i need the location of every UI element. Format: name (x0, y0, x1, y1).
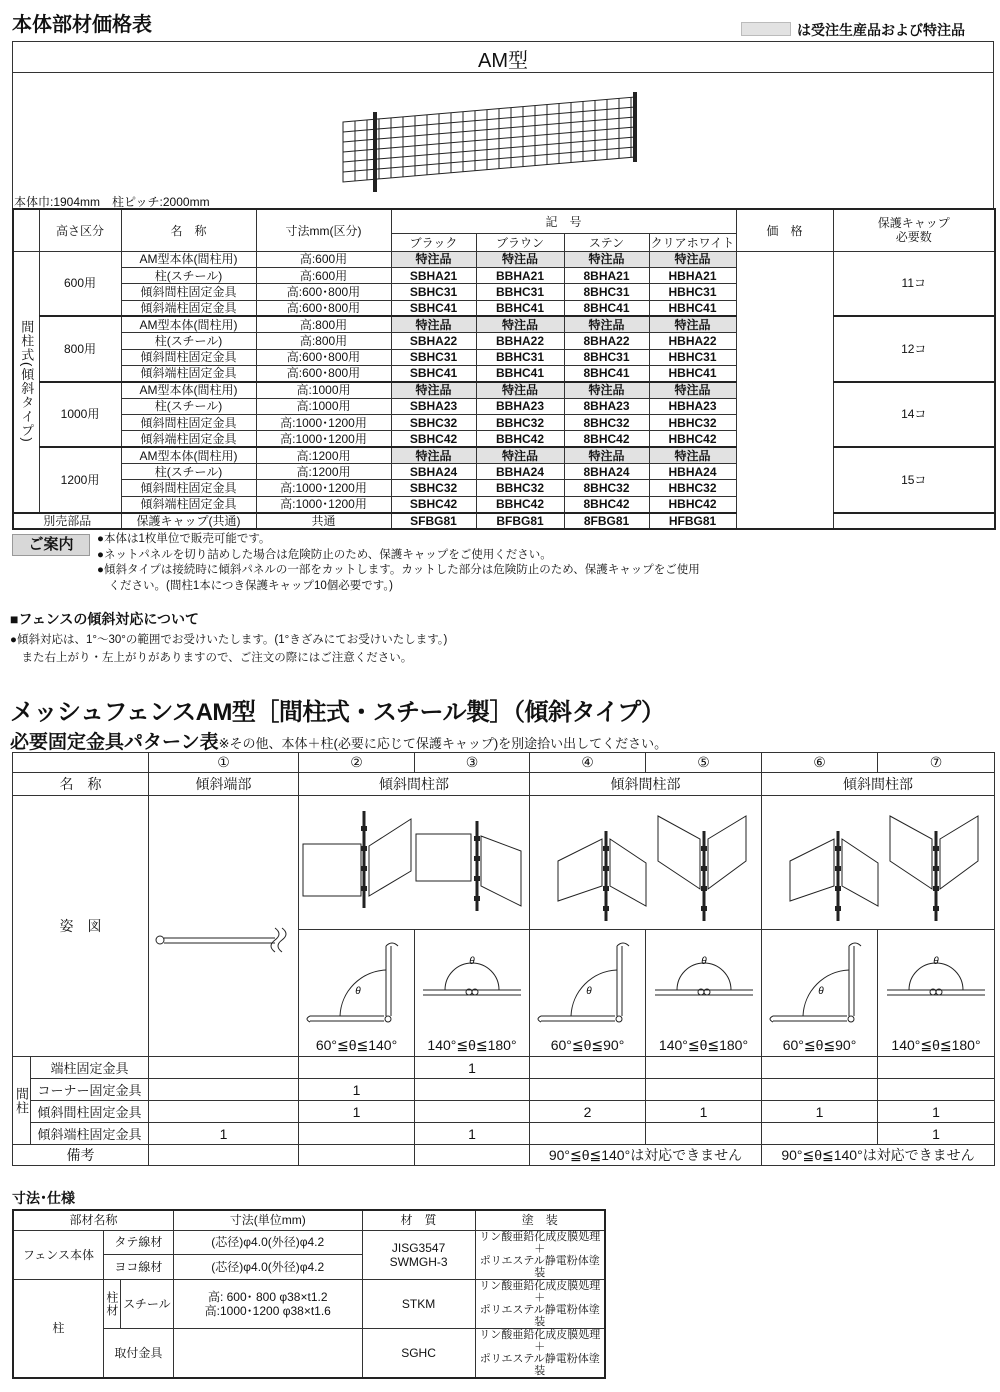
item-code: BBHA21 (476, 267, 564, 283)
pattern-number: ⑥ (762, 753, 878, 773)
item-code: HBHC31 (649, 284, 736, 300)
item-code: 8BHA22 (564, 333, 649, 349)
theta-label: θ (933, 956, 939, 967)
price-row (13, 382, 995, 398)
fence-connection-figure (299, 796, 530, 926)
item-size: 高:1200用 (256, 463, 391, 479)
item-size: 高:800用 (256, 333, 391, 349)
angle-range: 140°≦θ≦180° (891, 1037, 981, 1053)
header-name: 名 称 (121, 209, 256, 251)
item-code: BBHC32 (476, 480, 564, 496)
header-code: 記 号 (391, 209, 736, 233)
item-code: SBHC32 (391, 480, 476, 496)
fitting-row (13, 1101, 995, 1123)
fitting-count: 1 (149, 1123, 299, 1145)
header-color-white: クリアホワイト (649, 233, 736, 251)
item-code: HBHC41 (649, 300, 736, 316)
angle-figure (530, 930, 646, 1057)
item-code: 8BHC41 (564, 365, 649, 381)
fitting-count (646, 1123, 762, 1145)
pattern-number: ⑤ (646, 753, 762, 773)
pattern-number: ③ (415, 753, 530, 773)
cap-count: 15コ (833, 447, 995, 512)
fitting-label: 端柱固定金具 (31, 1057, 149, 1079)
item-name: 傾斜間柱固定金具 (121, 414, 256, 430)
item-name: 傾斜間柱固定金具 (121, 284, 256, 300)
item-code: 特注品 (564, 251, 649, 267)
item-code: SBHA22 (391, 333, 476, 349)
item-name: 柱(スチール) (121, 267, 256, 283)
item-code: SBHA24 (391, 463, 476, 479)
item-size: 高:1000･1200用 (256, 431, 391, 447)
item-size: 高:600･800用 (256, 300, 391, 316)
item-code: SBHC32 (391, 414, 476, 430)
item-code: 特注品 (391, 316, 476, 332)
fitting-count (299, 1123, 415, 1145)
corner-angle-icon (763, 934, 877, 1034)
angle-figure (646, 930, 762, 1057)
item-code: BBHC42 (476, 431, 564, 447)
item-code: HBHC31 (649, 349, 736, 365)
guide-notes (97, 532, 700, 594)
item-name: 傾斜端柱固定金具 (121, 496, 256, 512)
angle-range: 140°≦θ≦180° (658, 1037, 749, 1053)
figure-1 (149, 796, 299, 1057)
fence-connection-figure (762, 796, 995, 926)
figure-6-7 (762, 796, 995, 930)
height-category: 600用 (39, 251, 121, 316)
cap-count: 14コ (833, 382, 995, 447)
fitting-count: 1 (415, 1057, 530, 1079)
price-row (13, 447, 995, 463)
pattern-name-4-5: 傾斜間柱部 (530, 773, 762, 796)
fitting-count (878, 1057, 995, 1079)
item-size: 高:600･800用 (256, 284, 391, 300)
pattern-name-2-3: 傾斜間柱部 (299, 773, 530, 796)
item-code: SBHA21 (391, 267, 476, 283)
guide-note: ●本体は1枚単位で販売可能です。 (97, 533, 271, 545)
item-code: 特注品 (391, 382, 476, 398)
type-label: 間柱式(傾斜タイプ) (13, 251, 39, 513)
item-code: 特注品 (564, 447, 649, 463)
remarks-label: 備考 (13, 1145, 149, 1166)
spec-header-coating: 塗 装 (475, 1210, 605, 1230)
item-code: 8BHC42 (564, 431, 649, 447)
item-code: 8BHC31 (564, 284, 649, 300)
spec-yoko-size: (芯径)φ4.0(外径)φ4.2 (173, 1255, 362, 1280)
spec-tate-size: (芯径)φ4.0(外径)φ4.2 (173, 1230, 362, 1255)
item-code: 8BHA24 (564, 463, 649, 479)
price-cell (736, 251, 833, 529)
spec-post-material: STKM (362, 1279, 475, 1328)
item-size: 高:1200用 (256, 447, 391, 463)
number-blank (13, 753, 149, 773)
angle-figure (762, 930, 878, 1057)
extra-cap (833, 513, 995, 529)
item-code: SBHC31 (391, 284, 476, 300)
pattern-number: ② (299, 753, 415, 773)
item-code: HBHA22 (649, 333, 736, 349)
theta-label: θ (700, 956, 707, 967)
item-name: AM型本体(間柱用) (121, 251, 256, 267)
fitting-count (415, 1101, 530, 1123)
item-code: 8BHC32 (564, 414, 649, 430)
pattern-name-1: 傾斜端部 (149, 773, 299, 796)
item-size: 高:1000･1200用 (256, 480, 391, 496)
item-code: 特注品 (476, 316, 564, 332)
item-name: 傾斜間柱固定金具 (121, 480, 256, 496)
item-code: 8BHC32 (564, 480, 649, 496)
corner-angle-icon (531, 934, 645, 1034)
guide-label: ご案内 (12, 534, 90, 556)
fitting-count (646, 1079, 762, 1101)
header-cap: 保護キャップ 必要数 (833, 209, 995, 251)
spec-fence-body: フェンス本体 (13, 1230, 103, 1279)
item-name: 柱(スチール) (121, 333, 256, 349)
item-size: 高:600･800用 (256, 349, 391, 365)
spec-fitting-material: SGHC (362, 1328, 475, 1378)
item-code: HBHA24 (649, 463, 736, 479)
item-code: SBHA23 (391, 398, 476, 414)
item-code: 8BHA21 (564, 267, 649, 283)
item-code: SBHC42 (391, 431, 476, 447)
item-code: 特注品 (564, 382, 649, 398)
angle-range: 60°≦θ≦90° (782, 1037, 857, 1053)
angle-range: 60°≦θ≦90° (550, 1037, 625, 1053)
spec-table (12, 1209, 606, 1379)
item-code: BBHC42 (476, 496, 564, 512)
extra-code: 8FBG81 (564, 513, 649, 529)
item-name: 柱(スチール) (121, 463, 256, 479)
item-code: HBHC42 (649, 431, 736, 447)
fitting-count (530, 1123, 646, 1145)
spec-yoko: ヨコ線材 (103, 1255, 173, 1280)
theta-label: θ (585, 986, 592, 997)
pattern-subtitle: 必要固定金具パターン表 (10, 732, 219, 753)
fitting-count (878, 1079, 995, 1101)
guide-note: ●傾斜タイプは接続時に傾斜パネルの一部をカットします。カットした部分は危険防止のため、保護キャップをご使用 (97, 564, 700, 576)
spec-post-size: 高: 600･ 800 φ38×t1.2 高:1000･1200 φ38×t1.6 (173, 1279, 362, 1328)
spec-heading: 寸法･仕様 (12, 1190, 75, 1206)
item-code: HBHC32 (649, 480, 736, 496)
straight-angle-icon (879, 934, 993, 1034)
remark-6-7: 90°≦θ≦140°は対応できません (762, 1145, 995, 1166)
item-code: BBHA22 (476, 333, 564, 349)
pattern-subtitle-wrap (10, 727, 667, 754)
fitting-count: 1 (878, 1101, 995, 1123)
item-code: 特注品 (649, 382, 736, 398)
item-name: 傾斜端柱固定金具 (121, 431, 256, 447)
item-code: SBHC41 (391, 300, 476, 316)
item-size: 高:800用 (256, 316, 391, 332)
remark-cell (149, 1145, 299, 1166)
item-size: 高:1000･1200用 (256, 414, 391, 430)
spec-tate: タテ線材 (103, 1230, 173, 1255)
pattern-number: ⑦ (878, 753, 995, 773)
slope-notes (10, 631, 447, 667)
item-size: 高:1000･1200用 (256, 496, 391, 512)
pattern-name-6-7: 傾斜間柱部 (762, 773, 995, 796)
fitting-row (13, 1123, 995, 1145)
item-code: 特注品 (649, 316, 736, 332)
item-size: 高:600用 (256, 251, 391, 267)
fitting-count (530, 1057, 646, 1079)
remark-4-5: 90°≦θ≦140°は対応できません (530, 1145, 762, 1166)
fitting-count (299, 1057, 415, 1079)
item-code: 特注品 (476, 251, 564, 267)
fitting-count (762, 1079, 878, 1101)
theta-label: θ (354, 986, 361, 997)
item-code: BBHC31 (476, 284, 564, 300)
item-code: HBHC32 (649, 414, 736, 430)
extra-row (13, 513, 995, 529)
price-row (13, 251, 995, 267)
fitting-count (530, 1079, 646, 1101)
item-code: BBHC31 (476, 349, 564, 365)
header-height: 高さ区分 (39, 209, 121, 251)
spec-fitting: 取付金具 (103, 1328, 173, 1378)
item-code: BBHA24 (476, 463, 564, 479)
item-code: 特注品 (564, 316, 649, 332)
guide-note: ください。(間柱1本につき保護キャップ10個必要です。) (97, 579, 393, 592)
angle-range: 60°≦θ≦140° (315, 1037, 398, 1053)
figure-4-5 (530, 796, 762, 930)
divider (12, 72, 994, 73)
legend-swatch (741, 22, 791, 36)
header-price: 価 格 (736, 209, 833, 251)
fitting-count: 1 (299, 1079, 415, 1101)
fence-connection-figure (530, 796, 761, 926)
angle-range: 140°≦θ≦180° (427, 1037, 517, 1053)
item-name: AM型本体(間柱用) (121, 316, 256, 332)
spec-coating: リン酸亜鉛化成皮膜処理 ＋ ポリエステル静電粉体塗装 (475, 1328, 605, 1378)
fitting-count: 2 (530, 1101, 646, 1123)
fitting-count: 1 (299, 1101, 415, 1123)
figure-2-3 (299, 796, 530, 930)
model-title: AM型 (478, 50, 528, 72)
end-post-plan-icon (150, 810, 298, 1040)
item-code: 特注品 (476, 382, 564, 398)
height-category: 1000用 (39, 382, 121, 447)
angle-figure (415, 930, 530, 1057)
item-code: 特注品 (649, 251, 736, 267)
item-code: SBHC41 (391, 365, 476, 381)
fitting-count: 1 (646, 1101, 762, 1123)
item-code: 8BHC42 (564, 496, 649, 512)
item-code: HBHC41 (649, 365, 736, 381)
item-code: BBHA23 (476, 398, 564, 414)
fitting-count (646, 1057, 762, 1079)
height-category: 800用 (39, 316, 121, 381)
fitting-count (762, 1057, 878, 1079)
extra-code: BFBG81 (476, 513, 564, 529)
item-name: AM型本体(間柱用) (121, 382, 256, 398)
straight-angle-icon (647, 934, 761, 1034)
fitting-label: 傾斜端柱固定金具 (31, 1123, 149, 1145)
spec-coating: リン酸亜鉛化成皮膜処理 ＋ ポリエステル静電粉体塗装 (475, 1230, 605, 1279)
price-table (12, 208, 996, 530)
pattern-title: メッシュフェンスAM型［間柱式・スチール製］（傾斜タイプ） (10, 699, 665, 726)
spec-fitting-size (173, 1328, 362, 1378)
item-name: 柱(スチール) (121, 398, 256, 414)
item-size: 高:1000用 (256, 398, 391, 414)
spec-header-size: 寸法(単位mm) (173, 1210, 362, 1230)
spec-wire-material: JISG3547 SWMGH-3 (362, 1230, 475, 1279)
item-code: 特注品 (649, 447, 736, 463)
extra-size: 共通 (256, 513, 391, 529)
fitting-count (762, 1123, 878, 1145)
item-code: 特注品 (476, 447, 564, 463)
theta-label: θ (469, 956, 475, 967)
header-color-stain: ステン (564, 233, 649, 251)
page-title: 本体部材価格表 (12, 14, 152, 36)
item-code: 8BHC31 (564, 349, 649, 365)
fitting-row (13, 1079, 995, 1101)
item-code: HBHC42 (649, 496, 736, 512)
angle-figure (878, 930, 995, 1057)
theta-label: θ (817, 986, 824, 997)
cap-count: 11コ (833, 251, 995, 316)
name-label: 名 称 (13, 773, 149, 796)
fitting-count: 1 (415, 1123, 530, 1145)
pattern-number: ④ (530, 753, 646, 773)
item-code: HBHA23 (649, 398, 736, 414)
fitting-count: 1 (878, 1123, 995, 1145)
fitting-row (13, 1057, 995, 1079)
height-category: 1200用 (39, 447, 121, 512)
legend-text: は受注生産品および特注品 (797, 22, 965, 38)
slope-note: ●傾斜対応は、1°～30°の範囲でお受けいたします。(1°きざみにてお受けいたします。) (10, 634, 448, 646)
item-code: HBHA21 (649, 267, 736, 283)
item-code: BBHC41 (476, 365, 564, 381)
pattern-subnote: ※その他、本体＋柱(必要に応じて保護キャップ)を別途拾い出してください。 (218, 736, 668, 751)
item-code: 8BHC41 (564, 300, 649, 316)
item-code: BBHC32 (476, 414, 564, 430)
header-blank (13, 209, 39, 251)
item-size: 高:600･800用 (256, 365, 391, 381)
spec-coating: リン酸亜鉛化成皮膜処理 ＋ ポリエステル静電粉体塗装 (475, 1279, 605, 1328)
header-color-black: ブラック (391, 233, 476, 251)
remark-cell (415, 1145, 530, 1166)
item-size: 高:600用 (256, 267, 391, 283)
fitting-count: 1 (762, 1101, 878, 1123)
fitting-count (149, 1057, 299, 1079)
item-code: 8BHA23 (564, 398, 649, 414)
guide-note: ●ネットパネルを切り詰めした場合は危険防止のため、保護キャップをご使用ください。 (97, 548, 552, 561)
item-code: SBHC42 (391, 496, 476, 512)
pattern-number: ① (149, 753, 299, 773)
slope-note: また右上がり・左上がりがありますので、ご注文の際にはご注意ください。 (10, 652, 413, 664)
spec-steel: スチール (120, 1279, 173, 1328)
extra-code: SFBG81 (391, 513, 476, 529)
item-name: AM型本体(間柱用) (121, 447, 256, 463)
extra-code: HFBG81 (649, 513, 736, 529)
item-name: 傾斜端柱固定金具 (121, 365, 256, 381)
item-name: 傾斜端柱固定金具 (121, 300, 256, 316)
item-code: 特注品 (391, 447, 476, 463)
angle-figure (299, 930, 415, 1057)
spec-header-part: 部材名称 (13, 1210, 173, 1230)
figure-label: 姿 図 (13, 796, 149, 1057)
pattern-table (12, 752, 995, 1166)
group-label: 間柱 (13, 1057, 31, 1145)
remark-cell (299, 1145, 415, 1166)
spec-header-material: 材 質 (362, 1210, 475, 1230)
item-size: 高:1000用 (256, 382, 391, 398)
item-code: BBHC41 (476, 300, 564, 316)
dimensions-text: 本体巾:1904mm 柱ピッチ:2000mm (14, 195, 210, 209)
item-code: SBHC31 (391, 349, 476, 365)
slope-heading: ■フェンスの傾斜対応について (10, 611, 200, 627)
item-name: 傾斜間柱固定金具 (121, 349, 256, 365)
fitting-count (149, 1101, 299, 1123)
fitting-count (415, 1079, 530, 1101)
fitting-count (149, 1079, 299, 1101)
header-size: 寸法mm(区分) (256, 209, 391, 251)
corner-angle-icon (300, 934, 414, 1034)
straight-angle-icon (415, 934, 529, 1034)
spec-post: 柱 (13, 1279, 103, 1378)
price-row (13, 316, 995, 332)
header-color-brown: ブラウン (476, 233, 564, 251)
fitting-label: 傾斜間柱固定金具 (31, 1101, 149, 1123)
fitting-label: コーナー固定金具 (31, 1079, 149, 1101)
item-code: 特注品 (391, 251, 476, 267)
extra-category: 別売部品 (13, 513, 121, 529)
cap-count: 12コ (833, 316, 995, 381)
spec-post-material-label: 柱材 (103, 1279, 120, 1328)
fence-illustration (335, 92, 665, 197)
extra-name: 保護キャップ(共通) (121, 513, 256, 529)
